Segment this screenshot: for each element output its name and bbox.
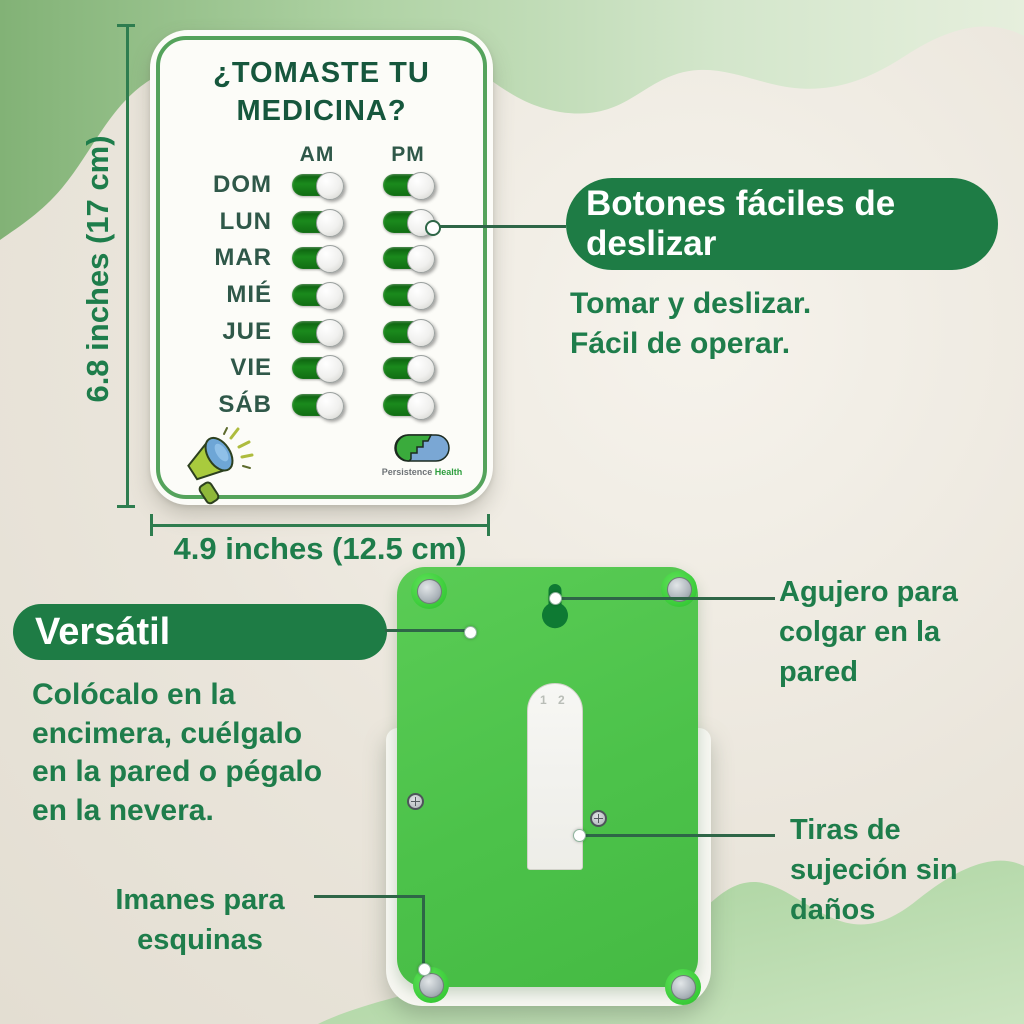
width-dimension-line — [151, 524, 489, 527]
callout-magnets-line2: esquinas — [137, 924, 263, 956]
column-header-pm: PM — [391, 143, 425, 166]
callout-hanging-hole-line2: colgar en la — [779, 616, 941, 648]
toggle-knob — [316, 319, 344, 347]
device-title-line2: MEDICINA? — [236, 95, 407, 127]
toggle-jue-am[interactable] — [292, 321, 342, 343]
medicine-tracker-front — [150, 30, 493, 505]
callout-hanging-hole-line1: Agujero para — [779, 576, 958, 608]
day-rows — [150, 167, 493, 423]
toggle-knob — [407, 392, 435, 420]
height-dimension-line — [126, 25, 129, 507]
toggle-dom-pm[interactable] — [383, 174, 433, 196]
day-label-dom: DOM — [213, 171, 272, 199]
day-label-jue: JUE — [222, 317, 272, 345]
callout-slide-title-line2: deslizar — [586, 224, 717, 263]
brand-name-primary: Persistence — [381, 467, 433, 477]
magnet-top-left — [411, 573, 447, 609]
callout-line-slide — [438, 225, 566, 228]
device-title-line1: ¿TOMASTE TU — [213, 57, 430, 89]
toggle-lun-am[interactable] — [292, 211, 342, 233]
magnet-top-right — [661, 571, 697, 607]
toggle-knob — [407, 319, 435, 347]
day-row-mar — [150, 240, 493, 277]
strip-mark: 2 — [558, 693, 565, 707]
callout-strips-text — [790, 810, 958, 930]
height-dimension-tick-top — [117, 24, 135, 27]
day-label-lun: LUN — [219, 207, 272, 235]
callout-slide-body-line2: Fácil de operar. — [570, 327, 791, 360]
callout-slide-body — [570, 284, 811, 364]
brand-name — [379, 467, 465, 477]
callout-versatile-body-line1: Colócalo en la — [32, 678, 236, 711]
callout-dot-magnets — [418, 963, 431, 976]
toggle-mie-am[interactable] — [292, 284, 342, 306]
toggle-mar-am[interactable] — [292, 247, 342, 269]
callout-strips-line3: daños — [790, 894, 876, 926]
megaphone-icon — [170, 424, 254, 506]
day-label-vie: VIE — [230, 354, 272, 382]
day-row-lun — [150, 204, 493, 241]
callout-line-strips — [584, 834, 775, 837]
callout-versatile-body-line2: encimera, cuélgalo — [32, 716, 303, 750]
callout-magnets-line1: Imanes para — [115, 884, 285, 916]
callout-slide-body-line1: Tomar y deslizar. — [570, 287, 812, 320]
magnet-core — [671, 975, 696, 1000]
day-row-mie — [150, 277, 493, 314]
device-title — [150, 54, 493, 130]
day-row-dom — [150, 167, 493, 204]
callout-dot-strips — [573, 829, 586, 842]
column-header-am: AM — [299, 143, 335, 166]
callout-versatile-body-line3: en la pared o pégalo — [32, 755, 323, 788]
toggle-knob — [316, 355, 344, 383]
toggle-mie-pm[interactable] — [383, 284, 433, 306]
toggle-knob — [407, 355, 435, 383]
callout-ring-slide — [425, 220, 441, 236]
callout-dot-hanging-hole — [549, 592, 562, 605]
callout-versatile-body — [32, 676, 322, 830]
toggle-knob — [316, 245, 344, 273]
day-label-sab: SÁB — [218, 390, 272, 418]
day-row-jue — [150, 313, 493, 350]
adhesive-strip — [527, 683, 583, 870]
callout-slide-title — [566, 178, 998, 270]
toggle-knob — [407, 282, 435, 310]
screw-right — [590, 810, 607, 827]
callout-line-versatile — [385, 629, 467, 632]
callout-line-hanging-hole — [560, 597, 775, 600]
brand-logo — [379, 434, 465, 477]
toggle-mar-pm[interactable] — [383, 247, 433, 269]
brand-name-secondary: Health — [434, 467, 463, 477]
magnet-bottom-right — [665, 969, 701, 1005]
toggle-knob — [316, 282, 344, 310]
hanging-hole — [540, 584, 570, 630]
callout-versatile-title: Versátil — [13, 604, 387, 660]
toggle-vie-pm[interactable] — [383, 357, 433, 379]
day-row-sab — [150, 387, 493, 424]
toggle-knob — [407, 172, 435, 200]
toggle-knob — [407, 245, 435, 273]
day-label-mie: MIÉ — [226, 281, 272, 309]
column-headers — [150, 143, 433, 167]
callout-strips-line2: sujeción sin — [790, 854, 958, 886]
day-label-mar: MAR — [214, 244, 272, 272]
toggle-knob — [316, 209, 344, 237]
callout-versatile-body-line4: en la nevera. — [32, 793, 214, 827]
callout-line-magnets-v — [422, 895, 425, 968]
toggle-vie-am[interactable] — [292, 357, 342, 379]
magnet-core — [419, 973, 444, 998]
height-dimension-label: 6.8 inches (17 cm) — [80, 135, 115, 403]
callout-hanging-hole-line3: pared — [779, 656, 858, 688]
magnet-core — [417, 579, 442, 604]
brand-logo-pill-icon — [394, 434, 450, 462]
toggle-knob — [316, 392, 344, 420]
height-dimension-tick-bottom — [117, 505, 135, 508]
callout-line-magnets-h — [314, 895, 424, 898]
callout-hanging-hole-text — [779, 572, 958, 692]
callout-strips-line1: Tiras de — [790, 814, 901, 846]
toggle-sab-am[interactable] — [292, 394, 342, 416]
width-dimension-label: 4.9 inches (12.5 cm) — [173, 531, 467, 566]
toggle-jue-pm[interactable] — [383, 321, 433, 343]
callout-magnets-text — [80, 880, 320, 960]
callout-slide-title-line1: Botones fáciles de — [586, 184, 896, 223]
callout-dot-versatile — [464, 626, 477, 639]
day-row-vie — [150, 350, 493, 387]
strip-mark: 1 — [540, 693, 547, 707]
toggle-knob — [316, 172, 344, 200]
screw-left — [407, 793, 424, 810]
toggle-dom-am[interactable] — [292, 174, 342, 196]
toggle-sab-pm[interactable] — [383, 394, 433, 416]
